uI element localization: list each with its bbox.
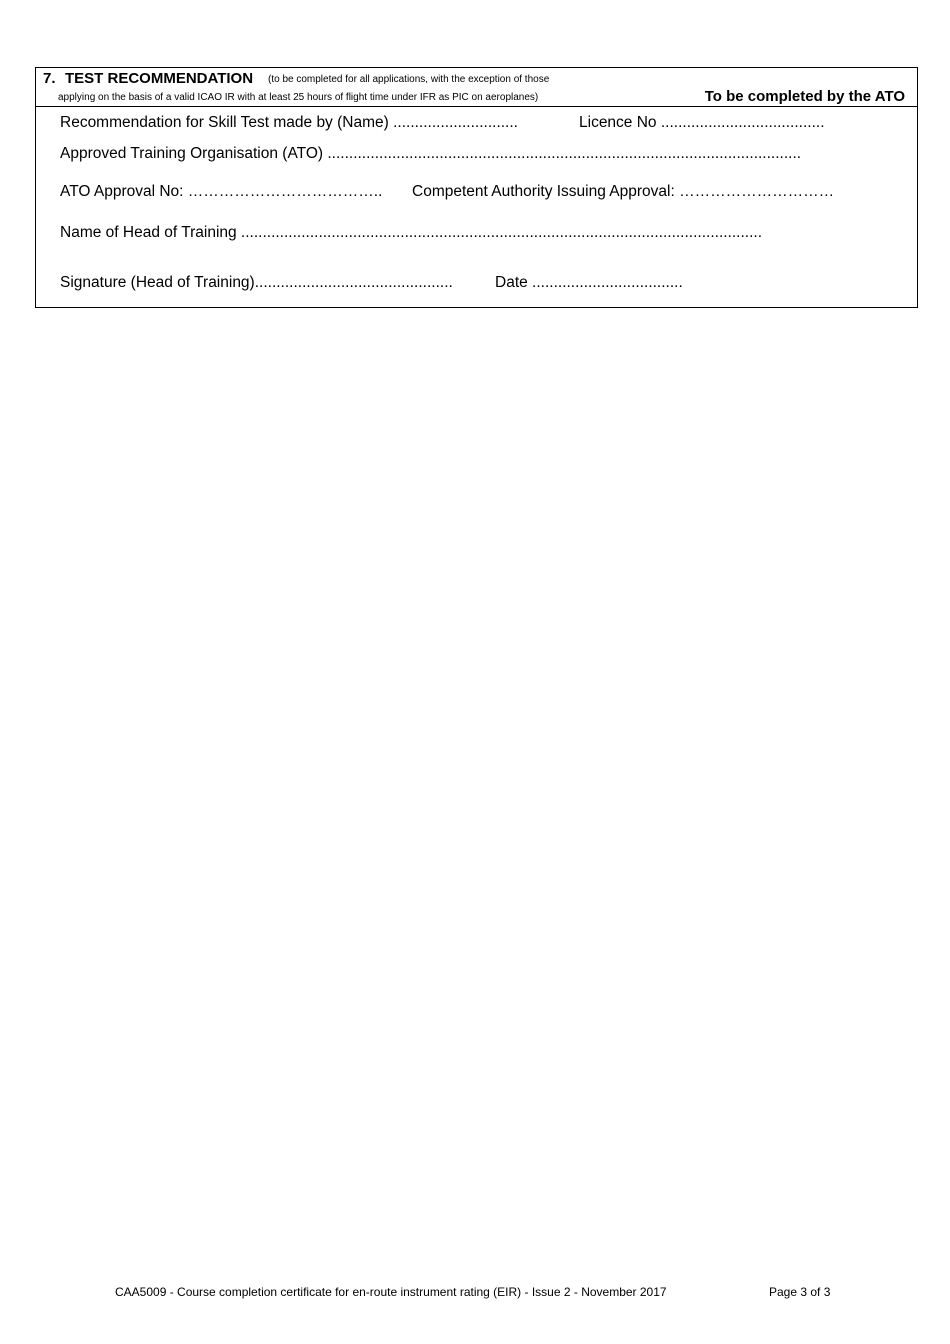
footer-page-number: Page 3 of 3 [769, 1285, 831, 1299]
date-field[interactable]: Date ................................... [495, 274, 683, 291]
section-header [36, 68, 917, 107]
section-note-line-1: (to be completed for all applications, with the exception of those [268, 74, 550, 85]
recommendation-name-field[interactable]: Recommendation for Skill Test made by (Name) ............................. [60, 114, 518, 131]
head-of-training-signature-field[interactable]: Signature (Head of Training).............................................. [60, 274, 453, 291]
footer-document-reference: CAA5009 - Course completion certificate for en-route instrument rating (EIR) - Issue 2 - November 2017 [115, 1285, 667, 1299]
section-number: 7. [43, 70, 56, 87]
section-title: TEST RECOMMENDATION [65, 70, 254, 87]
licence-no-field[interactable]: Licence No ...................................... [579, 114, 825, 131]
head-of-training-name-field[interactable]: Name of Head of Training ......................................................................................................................... [60, 224, 763, 241]
competent-authority-field[interactable]: Competent Authority Issuing Approval: ………………………… [412, 183, 835, 200]
ato-completion-note: To be completed by the ATO [704, 88, 905, 105]
ato-name-field[interactable]: Approved Training Organisation (ATO) .............................................................................................................. [60, 145, 802, 162]
section-note-line-2: applying on the basis of a valid ICAO IR with at least 25 hours of flight time under IFR as PIC on aeroplanes) [58, 92, 539, 103]
ato-approval-no-field[interactable]: ATO Approval No: ……………………………….. [60, 183, 383, 200]
test-recommendation-section [35, 67, 918, 308]
